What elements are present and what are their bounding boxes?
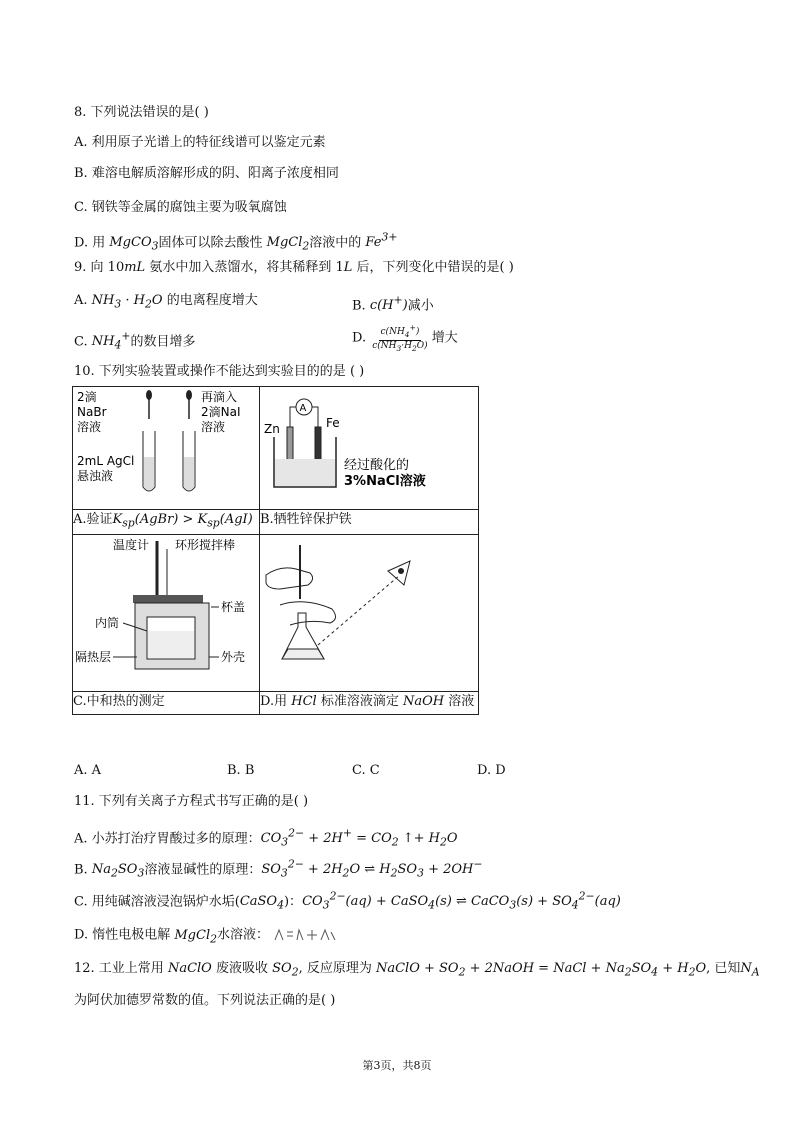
figure-a-left-label-1: 2滴 [77,390,97,404]
figure-a-right-label-2: 2滴NaI [201,405,241,419]
insulation-label: 隔热层 [75,649,112,664]
solution-label-2: 3%NaCl溶液 [344,474,426,489]
q10-option-d: D. D [477,763,506,778]
stirrer-label: 环形搅拌棒 [175,537,236,552]
fe-label: Fe [326,416,340,430]
q8-option-a: A. 利用原子光谱上的特征线谱可以鉴定元素 [74,135,326,150]
shell-label: 外壳 [221,649,246,664]
q8-option-d: D. 用 MgCO$_3$固体可以除去酸性 MgCl$_2$溶液中的 $Fe^{3+}$ [74,231,398,253]
figure-b-galvanic-cell [260,387,478,505]
inner-cup-label: 内筒 [95,615,120,630]
q11-option-c: C. 用纯碱溶液浸泡锅炉水垢(CaSO$_4$)：$CO_3^{2-}(aq)$ + CaSO$_4$(s) ⇌ CaCO$_3$(s) + $SO_4^{2-}(aq)$ [74,890,621,912]
figure-d-cell [260,534,479,691]
q12-line-2: 为阿伏加德罗常数的值。下列说法正确的是( ) [74,993,336,1008]
q12-line-1: 12. 工业上常用 NaClO 废液吸收 $SO_2$, 反应原理为 NaClO + $SO_2$ + 2NaOH = NaCl + $Na_2SO_4 + H_2O$, 已知$N_A$ [74,961,760,979]
garbled-equation-image [273,926,337,944]
q11-option-d: D. 惰性电极电解 MgCl$_2$水溶液： [74,926,337,948]
q8-option-c: C. 钢铁等金属的腐蚀主要为吸氧腐蚀 [74,200,287,215]
figure-a-bottom-label-2: 悬浊液 [77,469,114,483]
page-footer: 第3页，共8页 [362,1059,432,1072]
solution-label-1: 经过酸化的 [344,458,410,473]
fraction: $\frac{c(NH_4^+)}{c(NH_3\cdot H_2O)}$ [372,323,428,353]
figure-a-left-label-3: 溶液 [77,420,102,434]
q9-option-b: B. c(H+)减小 [352,294,434,314]
q9-option-d: D. $\frac{c(NH_4^+)}{c(NH_3\cdot H_2O)}$ 增大 [352,323,458,353]
q10-option-b: B. B [227,763,255,778]
q8-stem: 8. 下列说法错误的是( ) [74,105,209,120]
lid-label: 杯盖 [221,599,246,614]
thermometer-label: 温度计 [113,537,150,552]
figure-c-cell [73,534,260,691]
q10-option-a: A. A [74,763,102,778]
figure-a-cell [73,387,260,510]
figure-c-calorimeter [73,535,259,687]
q11-option-b: B. $Na_2SO_3$溶液显碱性的原理：$SO_3^{2-} + 2H_2O$ ⇌ $H_2SO_3 + 2OH^-$ [74,858,483,880]
q11-stem: 11. 下列有关离子方程式书写正确的是( ) [74,794,309,809]
figure-b-cell [260,387,479,510]
caption-a: A.验证$K_{sp}(AgBr) > K_{sp}(AgI)$ [73,510,260,535]
caption-d: D.用 HCl 标准溶液滴定 NaOH 溶液 [260,691,479,714]
q10-stem: 10. 下列实验装置或操作不能达到实验目的的是 ( ) [74,364,365,379]
figure-a-ksp-tubes [73,387,259,505]
caption-b: B.牺牲锌保护铁 [260,510,479,535]
experiment-table [72,386,479,715]
q10-option-c: C. C [352,763,380,778]
caption-c: C.中和热的测定 [73,691,260,714]
figure-a-right-label-3: 溶液 [201,420,226,434]
q9-option-a: A. $NH_3 \cdot H_2O$ 的电离程度增大 [74,293,258,311]
zn-label: Zn [264,422,280,436]
q9-stem: 9. 向 10mL 氨水中加入蒸馏水，将其稀释到 1L 后，下列变化中错误的是( ) [74,260,514,275]
figure-a-bottom-label-1: 2mL AgCl [77,454,135,468]
ammeter-label: A [299,403,307,414]
q11-option-a: A. 小苏打治疗胃酸过多的原理：$CO_3^{2-} + 2H^+ = CO_2$ ↑+ $H_2O$ [74,827,458,849]
figure-a-left-label-2: NaBr [77,405,107,419]
figure-d-titration [260,535,478,687]
q9-option-c: C. $NH_4^+$的数目增多 [74,330,196,352]
figure-a-right-label-1: 再滴入 [201,390,238,404]
q8-option-b: B. 难溶电解质溶解形成的阴、阳离子浓度相同 [74,166,339,181]
